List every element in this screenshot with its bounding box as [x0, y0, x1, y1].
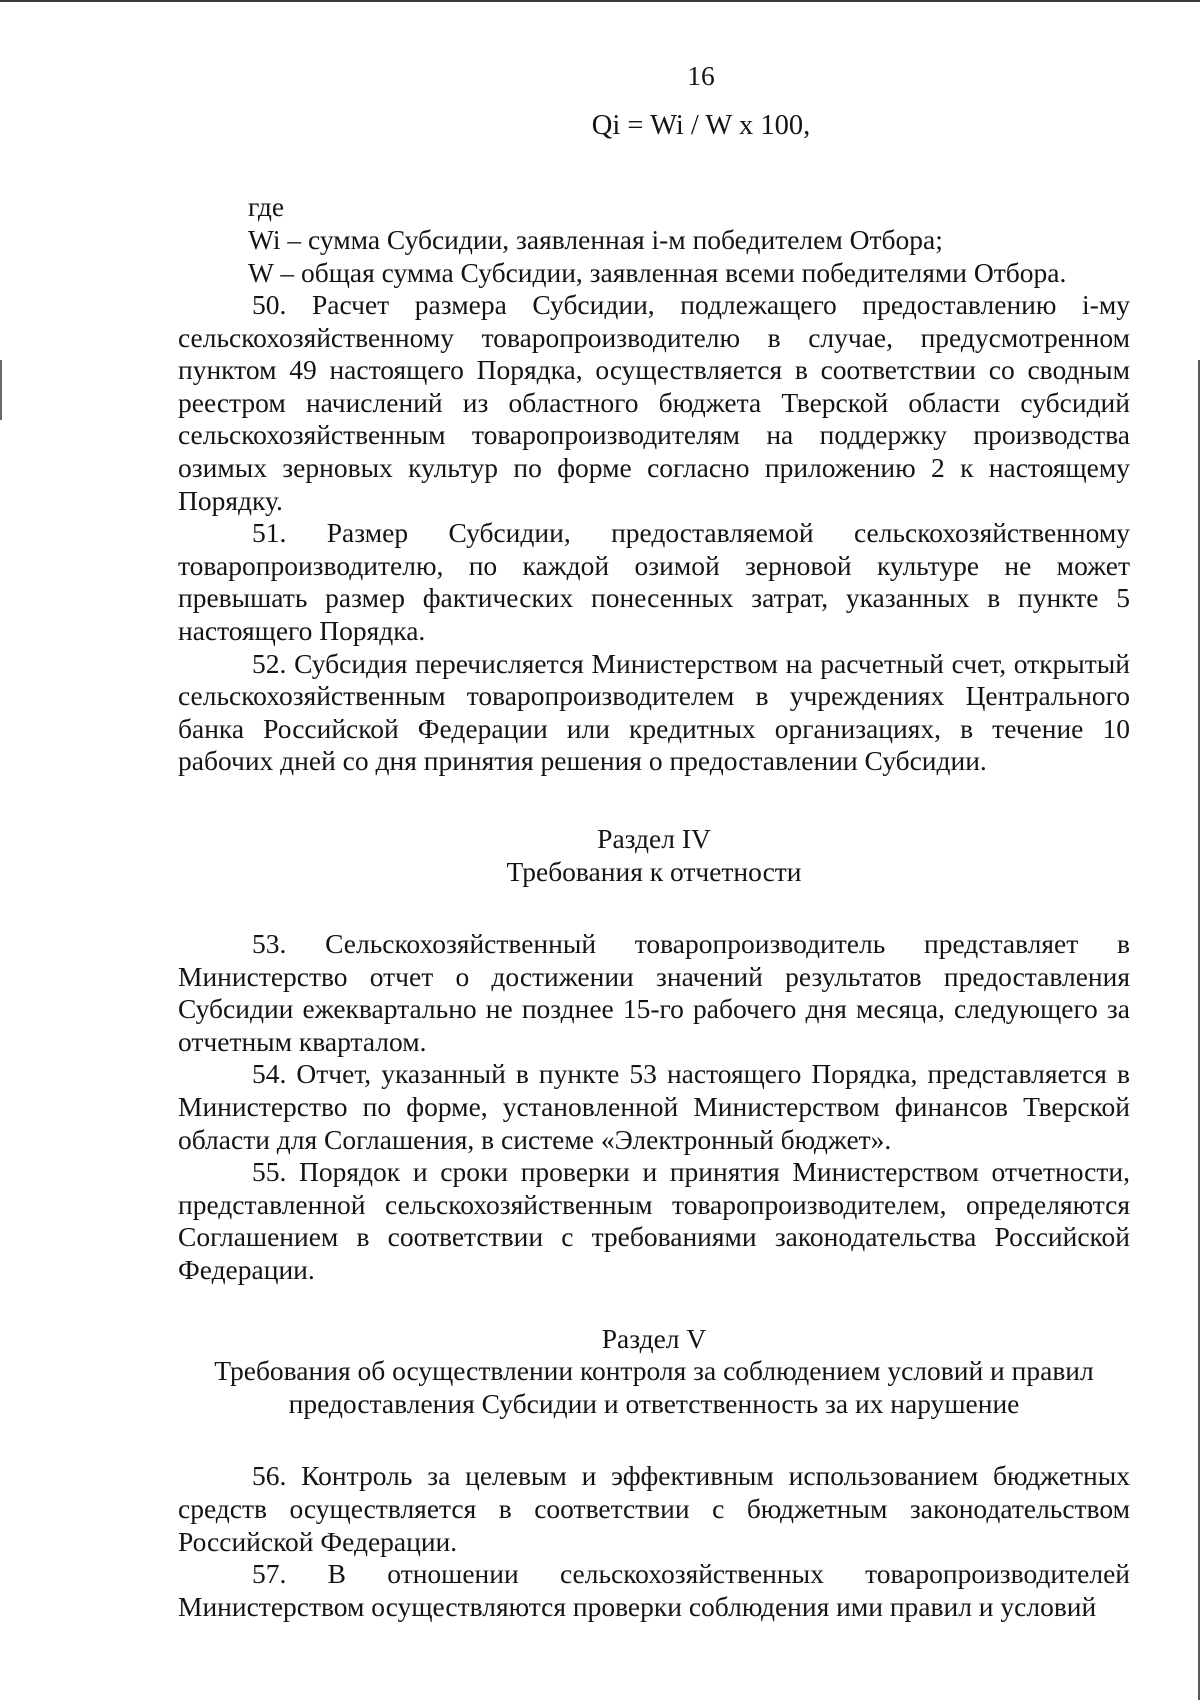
section-5-title-line2: предоставления Субсидии и ответственность за их нарушение — [288, 1387, 1020, 1419]
where-label: где — [248, 191, 285, 222]
paragraph-51: 51. Размер Субсидии, предоставляемой сельскохозяйственному товаропроизводителю, по каждой озимой зерновой культуре не может превышать размер фактических понесенных затрат, указанных в пункте 5 настоящего Порядка. — [178, 517, 1130, 646]
section-5-number: Раздел V — [601, 1322, 707, 1354]
section-4-title: Требования к отчетности — [506, 855, 802, 887]
paragraph-52: 52. Субсидия перечисляется Министерством на расчетный счет, открытый сельскохозяйственным товаропроизводителем в учреждениях Центрального банка Российской Федерации или кредитных организациях, в течение 10 рабочих дней со дня принятия решения о предоставлении Субсидии. — [178, 647, 1130, 777]
paragraph-53: 53. Сельскохозяйственный товаропроизводитель представляет в Министерство отчет о достижении значений результатов предоставления Субсидии ежеквартально не позднее 15-го рабочего дня месяца, следующего за отчетным кварталом. — [178, 928, 1130, 1057]
document-body — [178, 58, 1130, 1623]
section-4-number: Раздел IV — [597, 822, 711, 854]
scan-edge — [0, 360, 2, 420]
paragraph-54: 54. Отчет, указанный в пункте 53 настоящего Порядка, представляется в Министерство по форме, установленной Министерством финансов Тверской области для Соглашения, в системе «Электронный бюджет». — [178, 1058, 1130, 1155]
paragraph-56: 56. Контроль за целевым и эффективным использованием бюджетных средств осуществляется в соответствии с бюджетным законодательством Российской Федерации. — [178, 1460, 1130, 1557]
paragraph-55: 55. Порядок и сроки проверки и принятия Министерством отчетности, представленной сельскохозяйственным товаропроизводителем, определяются Соглашением в соответствии с требованиями законодательства Российской Федерации. — [178, 1156, 1130, 1286]
scan-edge — [0, 0, 1200, 2]
page-number: 16 — [687, 60, 715, 91]
definition-w: W – общая сумма Субсидии, заявленная всеми победителями Отбора. — [248, 257, 1067, 288]
paragraph-57: 57. В отношении сельскохозяйственных товаропроизводителей Министерством осуществляются проверки соблюдения ими правил и условий — [178, 1558, 1130, 1622]
definition-wi: Wi – сумма Субсидии, заявленная i-м победителем Отбора; — [248, 224, 943, 255]
paragraph-50: 50. Расчет размера Субсидии, подлежащего предоставлению i-му сельскохозяйственному товаропроизводителю в случае, предусмотренном пунктом 49 настоящего Порядка, осуществляется в соответствии со сводным реестром начислений из областного бюджета Тверской области субсидий сельскохозяйственным товаропроизводителям на поддержку производства озимых зерновых культур по форме согласно приложению 2 к настоящему Порядку. — [178, 289, 1130, 516]
section-5-title-line1: Требования об осуществлении контроля за соблюдением условий и правил — [214, 1355, 1094, 1387]
formula: Qi = Wi / W x 100, — [591, 110, 811, 141]
